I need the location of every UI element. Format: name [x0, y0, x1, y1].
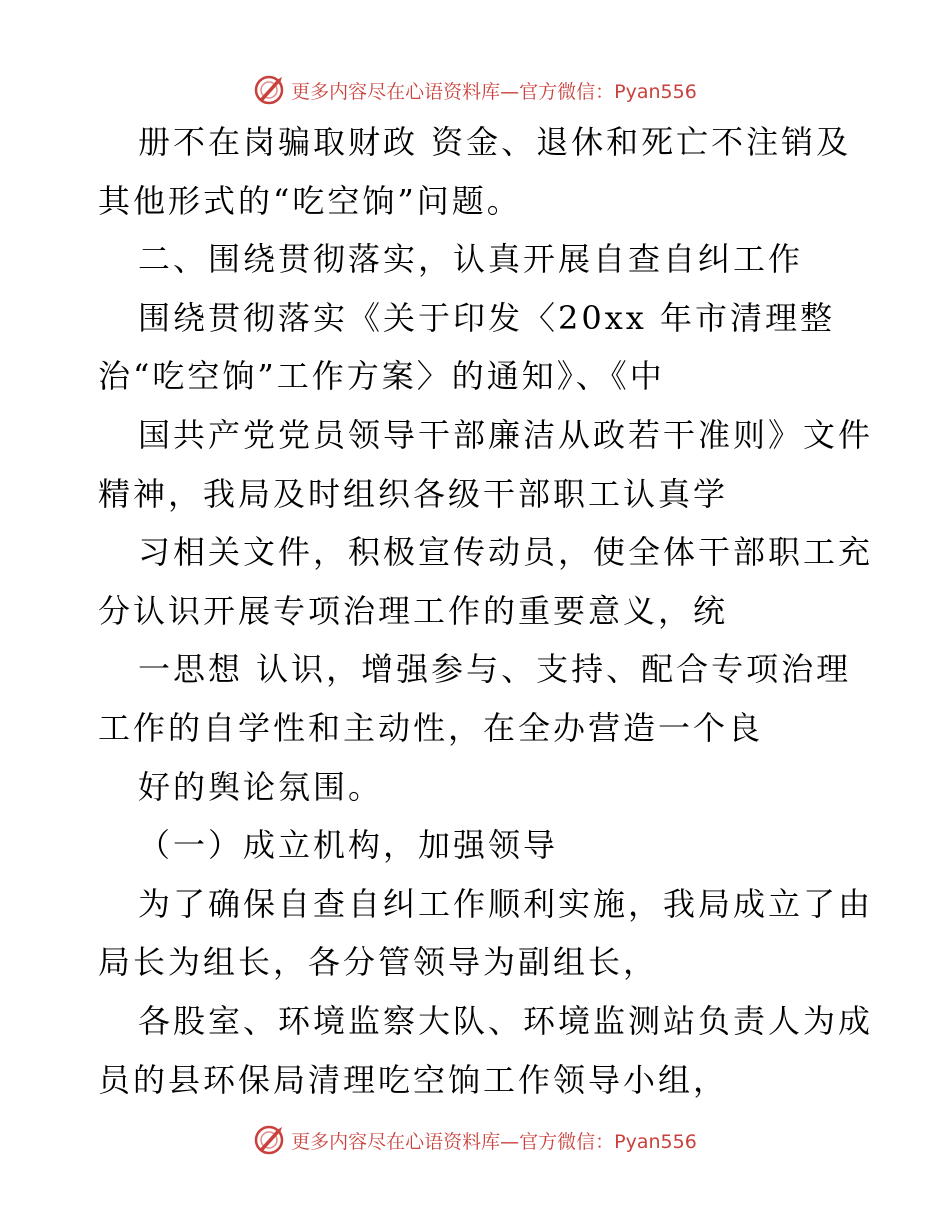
quill-logo-icon [253, 74, 285, 106]
text-line: 其他形式的“吃空饷”问题。 [98, 181, 522, 220]
text-line: 精神，我局及时组织各级干部职工认真学 [98, 474, 729, 513]
text-line: 工作的自学性和主动性，在全办营造一个良 [98, 709, 764, 747]
quill-logo-icon [253, 1124, 285, 1156]
text-line: 好的舆论氛围。 [138, 767, 384, 806]
text-line: 各股室、环境监察大队、环境监测站负责人为成 [138, 1002, 874, 1040]
text-line: 员的县环保局清理吃空饷工作领导小组， [98, 1060, 729, 1099]
watermark-text: 更多内容尽在心语资料库—官方微信：Pyan556 [291, 80, 697, 103]
text-line: 习相关文件，积极宣传动员，使全体干部职工充 [138, 533, 874, 572]
text-line: 为了确保自查自纠工作顺利实施，我局成立了由 [138, 884, 874, 923]
text-line: 一思想 认识，增强参与、支持、配合专项治理 [138, 650, 852, 689]
text-line: 二、围绕贯彻落实，认真开展自查自纠工作 [138, 240, 804, 279]
text-line: 治“吃空饷”工作方案〉的通知》、《中 [98, 357, 665, 396]
footer-watermark [0, 1120, 950, 1160]
text-line: 国共产党党员领导干部廉洁从政若干准则》文件 [138, 416, 874, 454]
text-line: （一）成立机构，加强领导 [138, 826, 559, 865]
header-watermark [0, 70, 950, 110]
text-line: 册不在岗骗取财政 资金、退休和死亡不注销及 [138, 123, 852, 161]
text-line: 分认识开展专项治理工作的重要意义，统 [98, 591, 729, 630]
text-line: 围绕贯彻落实《关于印发〈20xx 年市清理整 [138, 298, 835, 337]
text-line: 局长为组长，各分管领导为副组长， [98, 943, 659, 982]
watermark-text: 更多内容尽在心语资料库—官方微信：Pyan556 [291, 1130, 697, 1153]
